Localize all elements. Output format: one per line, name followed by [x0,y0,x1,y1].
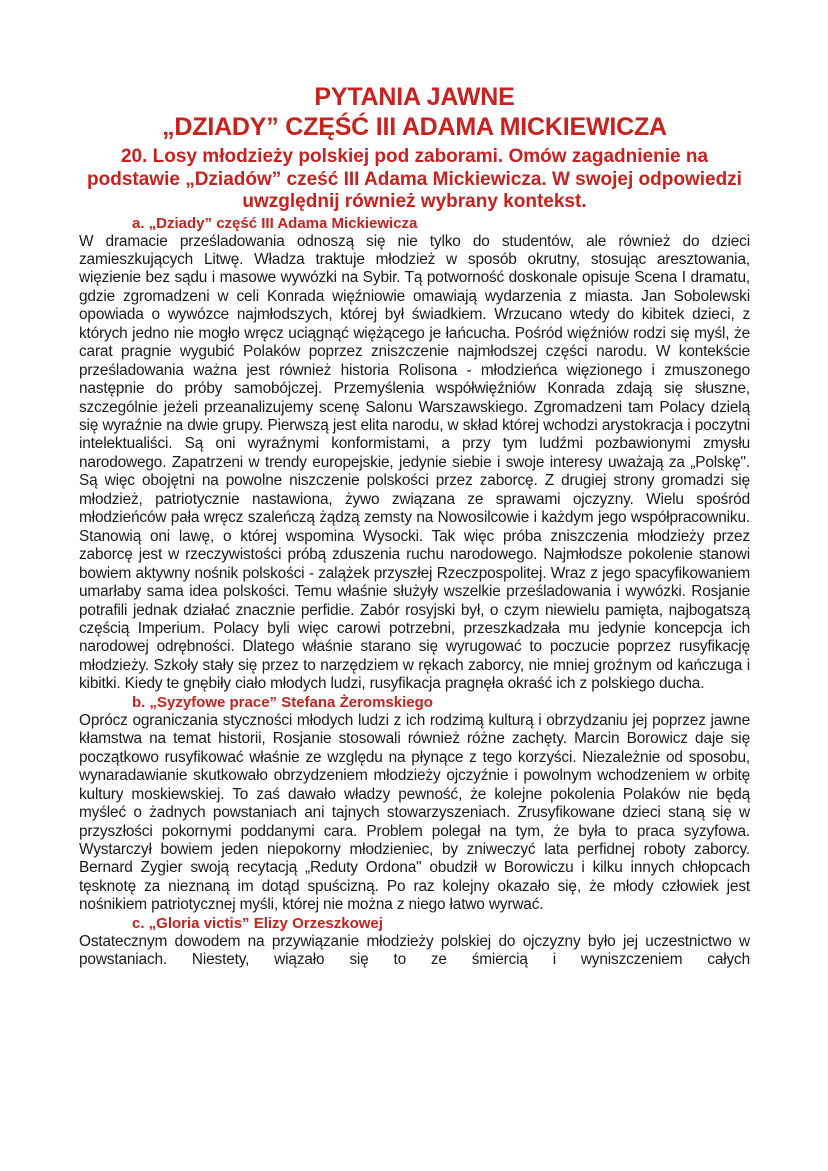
document-title-line2: „DZIADY” CZĘŚĆ III ADAMA MICKIEWICZA [162,113,667,141]
section-b [79,694,750,915]
section-heading: a. „Dziady” część III Adama Mickiewicza [132,214,418,232]
section-a [79,215,750,694]
question-heading: 20. Losy młodzieży polskiej pod zaborami. Omów zagadnienie na podstawie „Dziadów” cześć III Adama Mickiewicza. W swojej odpowiedzi uwzględnij również wybrany kontekst. [87,146,742,212]
document-page [79,82,750,970]
section-c [79,915,750,970]
section-heading: c. „Gloria victis” Elizy Orzeszkowej [132,914,383,932]
section-heading: b. „Syzyfowe prace” Stefana Żeromskiego [132,693,433,711]
document-title-line1: PYTANIA JAWNE [314,83,515,111]
section-paragraph: Ostatecznym dowodem na przywiązanie młodzieży polskiej do ojczyzny było jej uczestnictwo w powstaniach. Niestety, wiązało się to ze śmiercią i wyniszczeniem całych [79,932,750,969]
section-paragraph: Oprócz ograniczania styczności młodych ludzi z ich rodzimą kulturą i obrzydzaniu jej poprzez jawne kłamstwa na temat historii, Rosjanie stosowali również różne zachęty. Marcin Borowicz daje się początkowo rusyfikować właśnie ze względu na płynące z tego korzyści. Niezależnie od sposobu, wynaradawianie skutkowało obrzydzeniem młodzieży ojczyźnie i powolnym wchodzeniem w orbitę kultury moskiewskiej. To zaś dawało władzy pewność, że kolejne pokolenia Polaków nie będą myśleć o żadnych powstaniach ani tajnych stowarzyszeniach. Zrusyfikowane dzieci staną się w przyszłości pokornymi poddanymi cara. Problem polegał na tym, że była to praca syzyfowa. Wystarczył bowiem jeden niepokorny młodzieniec, by zniweczyć lata perfidnej roboty zaborcy. Bernard Zygier swoją recytacją „Reduty Ordona" obudził w Borowiczu i kilku innych chłopcach tęsknotę za nieznaną im dotąd spuścizną. Po raz kolejny okazało się, że młody człowiek jest nośnikiem patriotycznej myśli, której nie można z niego łatwo wyrwać. [79,711,750,914]
section-paragraph: W dramacie prześladowania odnoszą się nie tylko do studentów, ale również do dzieci zamieszkujących Litwę. Władza traktuje młodzież w sposób okrutny, stosując aresztowania, więzienie bez sądu i masowe wywózki na Sybir. Tą potworność doskonale opisuje Scena I dramatu, gdzie zgromadzeni w celi Konrada więźniowie omawiają wydarzenia z miasta. Jan Sobolewski opowiada o wywózce najmłodszych, której był świadkiem. Wrzucano wtedy do kibitek dzieci, z których jedno nie mogło wręcz uciągnąć więżącego je łańcucha. Pośród więźniów rodzi się myśl, że carat pragnie wygubić Polaków poprzez zniszczenie najmłodszej części narodu. W kontekście prześladowania ważna jest również historia Rolisona - młodzieńca więzionego i zmuszonego następnie do próby samobójczej. Przemyślenia współwięźniów Konrada zdają się słuszne, szczególnie jeżeli przeanalizujemy scenę Salonu Warszawskiego. Zgromadzeni tam Polacy dzielą się wyraźnie na dwie grupy. Pierwszą jest elita narodu, w skład której wchodzi arystokracja i poczytni intelektualiści. Są oni wyraźnymi konformistami, a przy tym ludźmi pozbawionymi zmysłu narodowego. Zapatrzeni w trendy europejskie, jedynie siebie i swoje interesy uważają za „Polskę". Są więc obojętni na powolne niszczenie polskości przez zaborcę. Z drugiej strony gromadzi się młodzież, patriotycznie nastawiona, żywo związana ze sprawami ojczyzny. Wielu spośród młodzieńców pała wręcz szaleńczą żądzą zemsty na Nowosilcowie i każdym jego współpracowniku. Stanowią oni lawę, o której wspomina Wysocki. Tak więc próba zniszczenia młodzieży przez zaborcę jest w rzeczywistości próbą zduszenia ruchu narodowego. Najmłodsze pokolenie stanowi bowiem aktywny nośnik polskości - zalążek przyszłej Rzeczpospolitej. Wraz z jego spacyfikowaniem umarłaby sama idea polskości. Temu właśnie służyły wszelkie prześladowania i wywózki. Rosjanie potrafili jednak działać znacznie perfidie. Zabór rosyjski był, o czym niewielu pamięta, najbogatszą częścią Imperium. Polacy byli więc carowi potrzebni, przeszkadzała mu jedynie koncepcja ich narodowej odrębności. Dlatego właśnie starano się wyrugować to poczucie poprzez rusyfikację młodzieży. Szkoły stały się przez to narzędziem w rękach zaborcy, nie mniej groźnym od kańczuga i kibitki. Kiedy te gnębiły ciało młodych ludzi, rusyfikacja pragnęła okraść ich z polskiego ducha. [79,232,750,693]
